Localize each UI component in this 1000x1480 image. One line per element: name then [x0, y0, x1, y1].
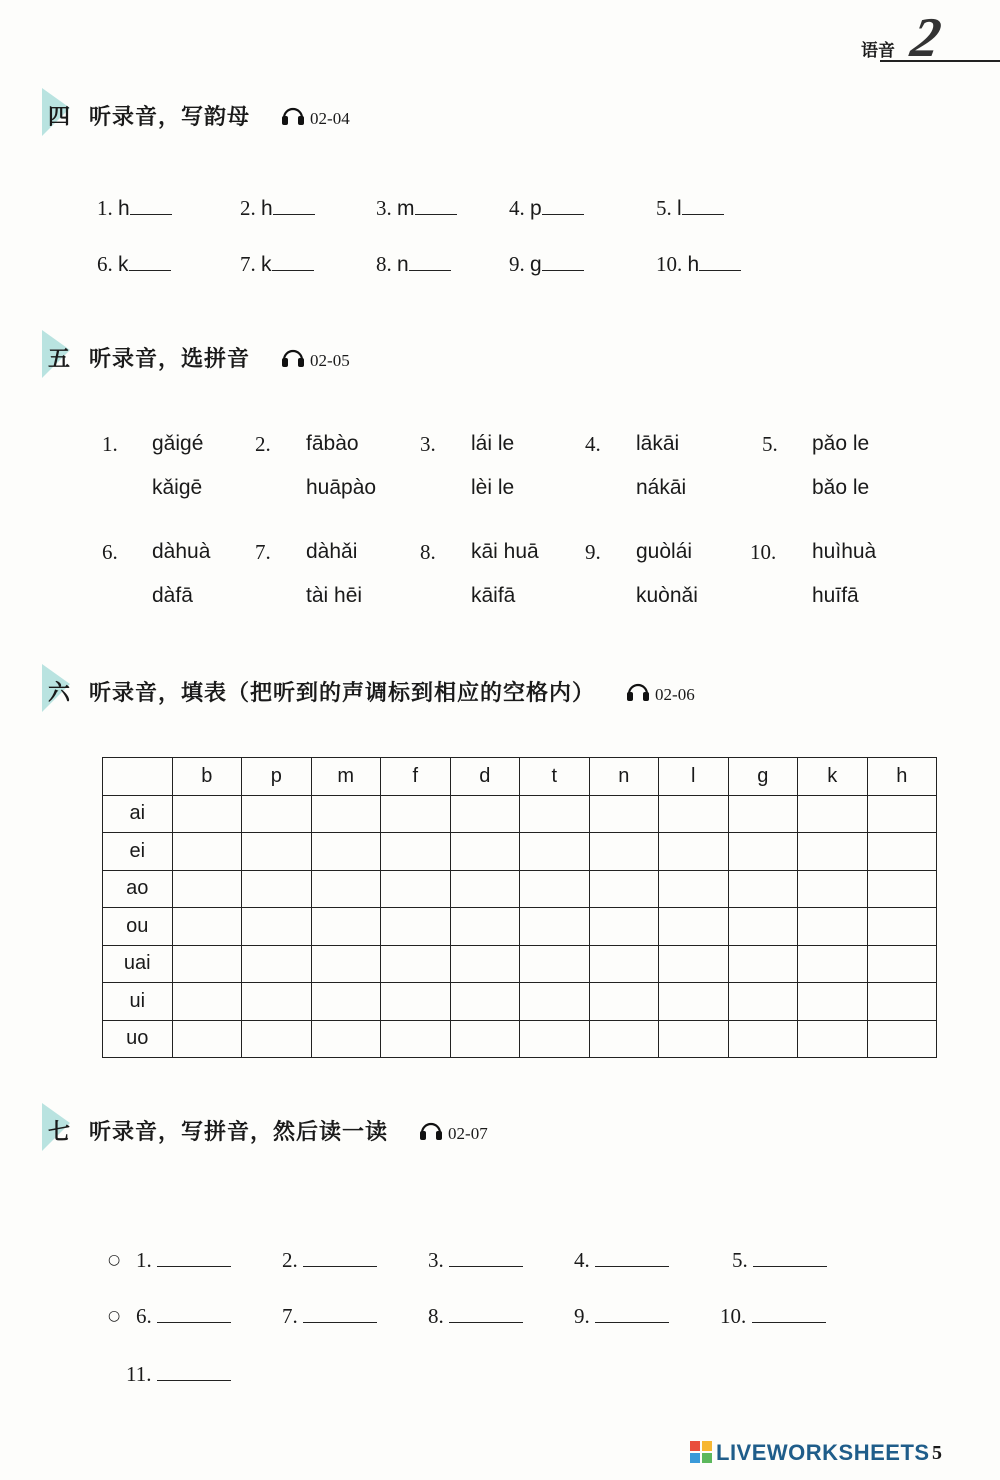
tone-input-cell[interactable] — [659, 795, 729, 833]
item-initial: p — [530, 197, 542, 220]
tone-input-cell[interactable] — [450, 983, 520, 1021]
pinyin-option-b[interactable]: kǎigē — [152, 476, 203, 499]
write-item — [126, 1362, 231, 1387]
tone-input-cell[interactable] — [520, 945, 590, 983]
section-5-number: 五 — [48, 342, 71, 373]
write-item — [428, 1248, 523, 1273]
item-number: 4. — [574, 1248, 590, 1272]
item-initial: g — [530, 253, 542, 276]
item-initial: k — [118, 253, 129, 276]
tone-input-cell[interactable] — [242, 870, 312, 908]
pinyin-option-b[interactable]: dàfā — [152, 584, 193, 607]
tone-input-cell[interactable] — [311, 945, 381, 983]
answer-blank[interactable] — [157, 1304, 231, 1323]
tone-input-cell[interactable] — [311, 870, 381, 908]
table-row — [103, 908, 937, 946]
item-number: 6. — [97, 252, 113, 276]
pinyin-option-a[interactable]: lākāi — [636, 432, 680, 455]
track-number: 02-05 — [310, 351, 350, 370]
tone-input-cell[interactable] — [242, 795, 312, 833]
pinyin-option-b[interactable]: nákāi — [636, 476, 687, 499]
pinyin-option-a[interactable]: dàhuà — [152, 540, 211, 563]
write-item — [574, 1304, 669, 1329]
pinyin-option-b[interactable]: kuònǎi — [636, 584, 698, 607]
write-item — [732, 1248, 827, 1273]
item-initial: m — [397, 197, 415, 220]
tone-input-cell[interactable] — [659, 945, 729, 983]
tone-input-cell[interactable] — [867, 795, 937, 833]
fill-item — [656, 196, 724, 221]
tone-input-cell[interactable] — [242, 908, 312, 946]
table-header-row — [103, 758, 937, 796]
tone-input-cell[interactable] — [589, 795, 659, 833]
fill-item — [509, 252, 584, 277]
track-number: 02-04 — [310, 109, 350, 128]
item-initial: l — [677, 197, 682, 220]
pinyin-option-a[interactable]: gǎigé — [152, 432, 204, 455]
pinyin-option-b[interactable]: lèi le — [471, 476, 515, 499]
answer-blank[interactable] — [415, 196, 457, 215]
item-number: 9. — [509, 252, 525, 276]
column-header: p — [242, 758, 312, 796]
item-number: 10. — [750, 540, 777, 564]
answer-blank[interactable] — [542, 196, 584, 215]
headphones-icon — [418, 1117, 444, 1143]
tone-input-cell[interactable] — [798, 945, 868, 983]
table-row — [103, 833, 937, 871]
tone-input-cell[interactable] — [520, 795, 590, 833]
headphones-icon — [280, 102, 306, 128]
tone-input-cell[interactable] — [242, 833, 312, 871]
write-item — [720, 1304, 826, 1329]
tone-input-cell[interactable] — [311, 795, 381, 833]
section-6-title: 六 听录音，填表（把听到的声调标到相应的空格内） 02-06 — [48, 676, 695, 707]
item-number: 9. — [574, 1304, 590, 1328]
pinyin-option-a[interactable]: fābào — [306, 432, 359, 455]
answer-blank[interactable] — [303, 1304, 377, 1323]
tone-input-cell[interactable] — [728, 908, 798, 946]
tone-input-cell[interactable] — [172, 908, 242, 946]
tone-input-cell[interactable] — [450, 908, 520, 946]
column-header: t — [520, 758, 590, 796]
answer-blank[interactable] — [752, 1304, 826, 1323]
tone-input-cell[interactable] — [659, 908, 729, 946]
section-7-title: 七 听录音，写拼音，然后读一读 02-07 — [48, 1115, 488, 1146]
row-header: ui — [103, 983, 173, 1021]
section-6-number: 六 — [48, 676, 71, 707]
item-number: 10. — [656, 252, 683, 276]
tone-table — [102, 757, 937, 1058]
tone-input-cell[interactable] — [381, 908, 451, 946]
answer-blank[interactable] — [157, 1248, 231, 1267]
column-header: g — [728, 758, 798, 796]
tone-input-cell[interactable] — [659, 833, 729, 871]
tone-input-cell[interactable] — [520, 983, 590, 1021]
tone-input-cell[interactable] — [450, 945, 520, 983]
write-item — [574, 1248, 669, 1273]
tone-input-cell[interactable] — [659, 983, 729, 1021]
fill-item — [97, 196, 172, 221]
column-header: h — [867, 758, 937, 796]
answer-blank[interactable] — [595, 1304, 669, 1323]
tone-input-cell[interactable] — [381, 983, 451, 1021]
item-number: 8. — [420, 540, 436, 564]
row-header: uo — [103, 1020, 173, 1058]
answer-blank[interactable] — [157, 1362, 231, 1381]
fill-item — [97, 252, 171, 277]
tone-input-cell[interactable] — [798, 833, 868, 871]
item-number: 11. — [126, 1362, 152, 1386]
bullet-circle-icon: ○ — [108, 1252, 121, 1268]
tone-input-cell[interactable] — [520, 908, 590, 946]
pinyin-option-b[interactable]: bǎo le — [812, 476, 870, 499]
tone-input-cell[interactable] — [172, 795, 242, 833]
item-number: 5. — [656, 196, 672, 220]
tone-input-cell[interactable] — [381, 795, 451, 833]
tone-input-cell[interactable] — [242, 1020, 312, 1058]
answer-blank[interactable] — [595, 1248, 669, 1267]
fill-item — [376, 252, 451, 277]
row-header: ou — [103, 908, 173, 946]
tone-input-cell[interactable] — [589, 1020, 659, 1058]
tone-input-cell[interactable] — [172, 870, 242, 908]
tone-input-cell[interactable] — [589, 983, 659, 1021]
section-7-number: 七 — [48, 1115, 71, 1146]
tone-input-cell[interactable] — [867, 870, 937, 908]
tone-input-cell[interactable] — [311, 983, 381, 1021]
tone-input-cell[interactable] — [867, 908, 937, 946]
pinyin-option-a[interactable]: kāi huā — [471, 540, 539, 563]
header-rule — [880, 60, 1000, 62]
tone-input-cell[interactable] — [311, 833, 381, 871]
tone-input-cell[interactable] — [728, 833, 798, 871]
item-number: 5. — [732, 1248, 748, 1272]
column-header: d — [450, 758, 520, 796]
answer-blank[interactable] — [409, 252, 451, 271]
tone-input-cell[interactable] — [867, 833, 937, 871]
column-header: l — [659, 758, 729, 796]
item-number: 7. — [240, 252, 256, 276]
tone-input-cell[interactable] — [867, 945, 937, 983]
tone-input-cell[interactable] — [520, 1020, 590, 1058]
tone-input-cell[interactable] — [589, 908, 659, 946]
tone-input-cell[interactable] — [381, 833, 451, 871]
fill-item — [509, 196, 584, 221]
item-initial: n — [397, 253, 409, 276]
table-row — [103, 983, 937, 1021]
write-item — [282, 1304, 377, 1329]
fill-item — [240, 196, 315, 221]
pinyin-option-a[interactable]: lái le — [471, 432, 515, 455]
table-row — [103, 945, 937, 983]
item-number: 8. — [428, 1304, 444, 1328]
tone-input-cell[interactable] — [798, 1020, 868, 1058]
headphones-icon — [280, 344, 306, 370]
headphones-icon — [625, 678, 651, 704]
tone-input-cell[interactable] — [311, 908, 381, 946]
chapter-label: 语音 — [861, 41, 895, 61]
tone-input-cell[interactable] — [520, 870, 590, 908]
column-header: m — [311, 758, 381, 796]
row-header: ai — [103, 795, 173, 833]
table-row — [103, 1020, 937, 1058]
tone-input-cell[interactable] — [450, 833, 520, 871]
item-initial: h — [118, 197, 130, 220]
write-item — [428, 1304, 523, 1329]
column-header: n — [589, 758, 659, 796]
table-row — [103, 795, 937, 833]
track-number: 02-07 — [448, 1124, 488, 1143]
answer-blank[interactable] — [682, 196, 724, 215]
item-number: 1. — [102, 432, 118, 456]
tone-input-cell[interactable] — [589, 945, 659, 983]
answer-blank[interactable] — [449, 1248, 523, 1267]
tone-input-cell[interactable] — [172, 945, 242, 983]
tone-input-cell[interactable] — [381, 1020, 451, 1058]
tone-input-cell[interactable] — [450, 870, 520, 908]
fill-item — [376, 196, 457, 221]
section-4-number: 四 — [48, 100, 71, 131]
pinyin-option-a[interactable]: huìhuà — [812, 540, 877, 563]
column-header: f — [381, 758, 451, 796]
answer-blank[interactable] — [542, 252, 584, 271]
answer-blank[interactable] — [753, 1248, 827, 1267]
tone-input-cell[interactable] — [798, 983, 868, 1021]
item-number: 1. — [136, 1248, 152, 1272]
pinyin-option-b[interactable]: huīfā — [812, 584, 859, 607]
tone-input-cell[interactable] — [172, 1020, 242, 1058]
tone-input-cell[interactable] — [381, 945, 451, 983]
tone-input-cell[interactable] — [172, 833, 242, 871]
tone-input-cell[interactable] — [450, 795, 520, 833]
column-header: b — [172, 758, 242, 796]
tone-input-cell[interactable] — [242, 945, 312, 983]
column-header: k — [798, 758, 868, 796]
answer-blank[interactable] — [129, 252, 171, 271]
tone-input-cell[interactable] — [589, 870, 659, 908]
tone-input-cell[interactable] — [520, 833, 590, 871]
item-number: 8. — [376, 252, 392, 276]
item-number: 4. — [509, 196, 525, 220]
item-number: 7. — [282, 1304, 298, 1328]
item-number: 9. — [585, 540, 601, 564]
item-number: 3. — [420, 432, 436, 456]
item-initial: h — [261, 197, 273, 220]
page-number: 5 — [932, 1442, 942, 1464]
tone-input-cell[interactable] — [381, 870, 451, 908]
table-corner-cell — [103, 758, 173, 796]
section-4-title: 四 听录音，写韵母 02-04 — [48, 100, 350, 131]
tone-input-cell[interactable] — [659, 1020, 729, 1058]
item-initial: k — [261, 253, 272, 276]
item-initial: h — [687, 253, 700, 276]
answer-blank[interactable] — [303, 1248, 377, 1267]
pinyin-option-b[interactable]: tài hēi — [306, 584, 363, 607]
item-number: 5. — [762, 432, 778, 456]
tone-input-cell[interactable] — [728, 795, 798, 833]
item-number: 4. — [585, 432, 601, 456]
item-number: 6. — [102, 540, 118, 564]
row-header: uai — [103, 945, 173, 983]
write-item — [136, 1248, 231, 1273]
item-number: 2. — [255, 432, 271, 456]
item-number: 2. — [240, 196, 256, 220]
footer-brand: LIVEWORKSHEETS — [690, 1440, 930, 1466]
item-number: 6. — [136, 1304, 152, 1328]
row-header: ei — [103, 833, 173, 871]
tone-input-cell[interactable] — [798, 908, 868, 946]
bullet-circle-icon: ○ — [108, 1308, 121, 1324]
answer-blank[interactable] — [699, 252, 741, 271]
answer-blank[interactable] — [273, 196, 315, 215]
tone-input-cell[interactable] — [659, 870, 729, 908]
answer-blank[interactable] — [449, 1304, 523, 1323]
fill-item — [240, 252, 314, 277]
pinyin-option-b[interactable]: kāifā — [471, 584, 516, 607]
answer-blank[interactable] — [130, 196, 172, 215]
write-item — [136, 1304, 231, 1329]
fill-item — [656, 252, 741, 277]
row-header: ao — [103, 870, 173, 908]
track-number: 02-06 — [655, 685, 695, 704]
tone-input-cell[interactable] — [798, 795, 868, 833]
chapter-number: 2 — [906, 7, 946, 69]
table-row — [103, 870, 937, 908]
tone-input-cell[interactable] — [728, 1020, 798, 1058]
item-number: 3. — [376, 196, 392, 220]
pinyin-option-a[interactable]: guòlái — [636, 540, 693, 563]
tone-input-cell[interactable] — [798, 870, 868, 908]
tone-input-cell[interactable] — [450, 1020, 520, 1058]
liveworksheets-logo-icon — [690, 1441, 712, 1463]
item-number: 3. — [428, 1248, 444, 1272]
tone-input-cell[interactable] — [589, 833, 659, 871]
section-5-title: 五 听录音，选拼音 02-05 — [48, 342, 350, 373]
pinyin-option-a[interactable]: dàhǎi — [306, 540, 358, 563]
item-number: 1. — [97, 196, 113, 220]
tone-input-cell[interactable] — [242, 983, 312, 1021]
tone-input-cell[interactable] — [172, 983, 242, 1021]
write-item — [282, 1248, 377, 1273]
item-number: 10. — [720, 1304, 747, 1328]
tone-input-cell[interactable] — [867, 1020, 937, 1058]
tone-input-cell[interactable] — [728, 983, 798, 1021]
tone-input-cell[interactable] — [728, 870, 798, 908]
pinyin-option-a[interactable]: pǎo le — [812, 432, 870, 455]
tone-input-cell[interactable] — [728, 945, 798, 983]
tone-input-cell[interactable] — [867, 983, 937, 1021]
item-number: 2. — [282, 1248, 298, 1272]
tone-input-cell[interactable] — [311, 1020, 381, 1058]
answer-blank[interactable] — [272, 252, 314, 271]
item-number: 7. — [255, 540, 271, 564]
pinyin-option-b[interactable]: huāpào — [306, 476, 377, 499]
